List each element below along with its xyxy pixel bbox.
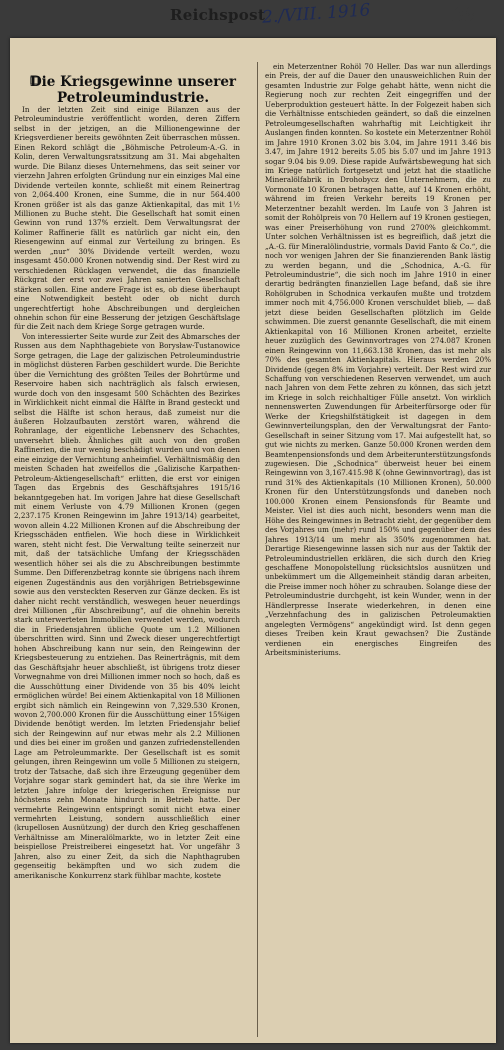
handwritten-page-number: 39 [452,2,478,26]
handwritten-date: 2./VIII. 1916 [261,0,372,28]
column-divider [257,62,258,1037]
clipping-header [0,0,504,50]
newspaper-name: Reichspost [170,6,266,24]
article-column-left [14,105,240,1037]
left-paragraph: Von interessierter Seite wurde zur Zeit des Abmarsches der Russen aus dem Naphthagebiete von Borysław-Tustanowice Sorge getragen, die Lage der galizischen Petroleumindustrie in möglichst düsteren Farben geschildert wurde. Die Berichte über die Vernichtung des größten Teiles der Bohrtürme und Reservoire haben sich nachträglich als falsch erwiesen, wurde doch von den insgesamt 500 Schächten des Bezirkes in Wirklichkeit nicht einmal die Hälfte in Brand gesteckt und selbst die Hälfte ist schon heraus, daß zumeist nur die äußeren Holzaufbauten zerstört waren, während die Rohranlage, der eigentliche Lebensnerv des Schachtes, unversehrt blieb. Ähnliches gilt auch von den großen Raffinerien, die nur wenig beschädigt wurden und von denen eine einzige der Vernichtung anheimfiel. Verhältnismäßig den meisten Schaden hat zweifellos die „Galizische Karpathen-Petroleum-Aktiengesellschaft“ erlitten, die erst vor einigen Tagen das Ergebnis des Geschäftsjahres 1915/16 bekanntgegeben hat. Im vorigen Jahre hat diese Gesellschaft mit einem Verluste von 4.79 Millionen Kronen (gegen 2,237.175 Kronen Reingewinn im Jahre 1913/14) gearbeitet, wovon allein 4.22 Millionen Kronen auf die Abschreibung der Kriegsschäden entfielen. Wie hoch diese in Wirklichkeit waren, steht nicht fest. Die Verwaltung teilte seinerzeit nur mit, daß der tatsächliche Umfang der Kriegsschäden wesentlich höher sei als die zu Abschreibungen bestimmte Summe. Den Differenzbetrag konnte sie übrigens nach ihrem eigenen Zugeständnis aus den vorjährigen Betriebsgewinne sowie aus den versteckten Reserven zur Gänze decken. Es ist daher nicht recht verständlich, weswegen heuer neuerdings drei Millionen „für Abschreibung“, auf die ohnehin bereits stark unterwerteten Immobilien verwendet werden, wodurch die in Friedensjahren übliche Quote um 1.2 Millionen überschritten wird. Sinn und Zweck dieser ungerechtfertigt hohen Abschreibung kann nur sein, den Reingewinn der Kriegsbesteuerung zu entziehen. Das Reinerträgnis, mit dem das Geschäftsjahr heuer abschließt, ist übrigens trotz dieser Vorwegnahme von drei Millionen immer noch so hoch, daß es die Ausschüttung einer Dividende von 35 bis 40% leicht ermöglichen würde! Bei einem Aktienkapital von 18 Millionen ergibt sich nämlich ein Reingewinn von 7,329.530 Kronen, wovon 2,700.000 Kronen für die Ausschüttung einer 15%igen Dividende benötigt werden. Im letzten Friedensjahr belief sich der Reingewinn auf nur etwas mehr als 2.2 Millionen und dies bei einer im großen und ganzen zufriedenstellenden Lage am Petroleummarkte. Der Gesellschaft ist es somit gelungen, ihren Reingewinn um volle 5 Millionen zu steigern, trotz der Tatsache, daß sich ihre Erzeugung gegenüber dem Vorjahre sogar stark gemindert hat, da sie ihre Werke im letzten Jahre infolge der kriegerischen Ereignisse nur höchstens zehn Monate hindurch in Betrieb hatte. Der vermehrte Reingewinn entspringt somit nicht etwa einer vermehrten Leistung, sondern ausschließlich einer (krupellosen Ausnützung) der durch den Krieg geschaffenen Verhältnisse am Mineralölmarkte, wo in letzter Zeit eine beispiellose Preistreiberei eingesetzt hat. Vor ungefähr 3 Jahren, also zu einer Zeit, da sich die Naphthagruben gegenseitig bekämpften und wo sich zudem die amerikanische Konkurrenz stark fühlbar machte, kostete [14,331,240,880]
article-title: Die Kriegsgewinne unserer Petroleumindustrie. [29,74,237,106]
left-paragraph: In der letzten Zeit sind einige Bilanzen aus der Petroleumindustrie veröffentlicht worden, deren Ziffern selbst in der jetzigen, an die Millionengewinne der Kriegsverdiener bereits gewöhnten Zeit überraschen müssen. Einen Rekord schlägt die „Böhmische Petroleum-A.-G. in Kolin, deren Verwaltungsratssitzung am 31. Mai abgehalten wurde. Die Bilanz dieses Unternehmens, das seit seiner vor vierzehn Jahren erfolgten Gründung nur ein einziges Mal eine Dividende verteilen konnte, schließt mit einem Reinertrag von 2,064.400 Kronen, eine Summe, die in nur 564.400 Kronen größer ist als das ganze Aktienkapital, das mit 1½ Millionen zu Buche steht. Die Gesellschaft hat somit einen Gewinn von rund 137% erzielt. Dem Verwaltungsrat der Kolimer Raffinerie fällt es natürlich gar nicht ein, den Riesengewinn auf einmal zur Verteilung zu bringen. Es werden „nur“ 30% Dividende verteilt werden, wozu insgesamt 450.000 Kronen notwendig sind. Der Rest wird zu verschiedenen Rücklagen verwendet, die das finanzielle Rückgrat der erst vor zwei Jahren sanierten Gesellschaft stärken sollen. Eine andere Frage ist es, ob diese überhaupt eine Notwendigkeit besteht oder ob nicht durch ungerechtfertigt hohe Abschreibungen und dergleichen ohnehin schon für eine Besserung der jetzigen Geschäftslage für die Zeit nach dem Kriege Sorge getragen wurde. [14,105,240,332]
right-paragraph: ein Meterzentner Rohöl 70 Heller. Das war nun allerdings ein Preis, der auf die Dauer den unausweichlichen Ruin der gesamten Industrie zur Folge gehabt hätte, wenn nicht die Regierung noch zur rechten Zeit eingegriffen und der Ueberproduktion gesteuert hätte. In der Folgezeit haben sich die Verhältnisse entschieden geändert, so daß die einzelnen Petroleumgesellschaften wahrhaftig mit Leichtigkeit ihr Auslangen finden konnten. So kostete ein Meterzentner Rohöl im Jahre 1910 Kronen 3.02 bis 3.04, im Jahre 1911 3.46 bis 3.47, im Jahre 1912 bereits 5.05 bis 5.07 und im Jahre 1913 sogar 9.04 bis 9.09. Diese rapide Aufwärtsbewegung hat sich im Kriege natürlich fortgesetzt und jetzt hat die staatliche Mineralölfabrik in Drohobycz den Unternehmern, die zu Vormonate 10 Kronen betragen hatte, auf 14 Kronen erhöht, während im freien Verkehr bereits 19 Kronen per Meterzentner bezahlt werden. Im Laufe von 3 Jahren ist somit der Rohölpreis von 70 Hellern auf 19 Kronen gestiegen, was einer Preiserhöhung von rund 2700% gleichkommt. Unter solchen Verhältnissen ist es begreiflich, daß jetzt die „A.-G. für Mineralölindustrie, vormals David Fanto & Co.“, die noch vor wenigen Jahren der Sie finanzierenden Bank lästig zu werden begann, und die „Schodnica, A.-G. für Petroleumindustrie“, die sich noch im Jahre 1910 in einer derartig bedrängten finanziellen Lage befand, daß sie ihre Rohölgruben in Schodnica verkaufen mußte und trotzdem immer noch mit 4,756.000 Kronen verschuldet blieb, — daß jetzt diese beiden Gesellschaften plötzlich im Gelde schwimmen. Die zuerst genannte Gesellschaft, die mit einem Aktienkapital von 16 Millionen Kronen arbeitet, erzielte heuer zuzüglich des Gewinnvortrages von 274.087 Kronen einen Reingewinn von 11,663.138 Kronen, das ist mehr als 70% des gesamten Aktienkapitals. Hieraus werden 20% Dividende (gegen 8% im Vorjahre) verteilt. Der Rest wird zur Schaffung von verschiedenen Reserven verwendet, um auch nach Jahren von dem Fette zehren zu können, das sich jetzt im Kriege in solch reichhaltiger Fülle ansetzt. Von wirklich nennenswerten Zuwendungen für Arbeiterfürsorge oder für Werke der Kriegshilfstätigkeit ist dagegen in dem Gewinnverteilungsplan, den der Verwaltungsrat der Fanto-Gesellschaft in seiner Sitzung vom 17. Mai aufgestellt hat, so gut wie nichts zu merken. Ganze 50.000 Kronen werden dem Beamtenpensionsfonds und dem Arbeiterunterstützungsfonds zugewiesen. Die „Schodnica“ überweist heuer bei einem Reingewinn von 3,167.415.98 K (ohne Gewinnvortrag), das ist rund 31% des Aktienkapitals (10 Millionen Kronen), 50.000 Kronen für den Unterstützungsfonds und daneben noch 100.000 Kronen einem Pensionsfonds für Beamte und Meister. Viel ist dies auch nicht, besonders wenn man die Höhe des Reingewinnes in Betracht zieht, der gegenüber dem des Vorjahres um (mehr) rund 150% und gegenüber dem des Jahres 1913/14 um mehr als 350% zugenommen hat. Derartige Riesengewinne lassen sich nur aus der Taktik der Petroleumindustriellen erklären, die sich durch den Krieg geschaffene Monopolstellung rücksichtslos ausnützen und unbekümmert um die Allgemeinheit ständig daran arbeiten, die Preise immer noch höher zu schrauben. Solange diese der Petroleumindustrie durchgeht, ist kein Wunder, wenn in der Händlerpresse Inserate wiederkehren, in denen eine „Verzehnfachung des in galizischen Petroleumaktien angelegten Vermögens“ angekündigt wird. Ist denn gegen dieses Treiben kein Kraut gewachsen? Die Zustände verdienen ein energisches Eingreifen des Arbeitsministeriums. [265,62,491,658]
article-column-right [265,62,491,1037]
